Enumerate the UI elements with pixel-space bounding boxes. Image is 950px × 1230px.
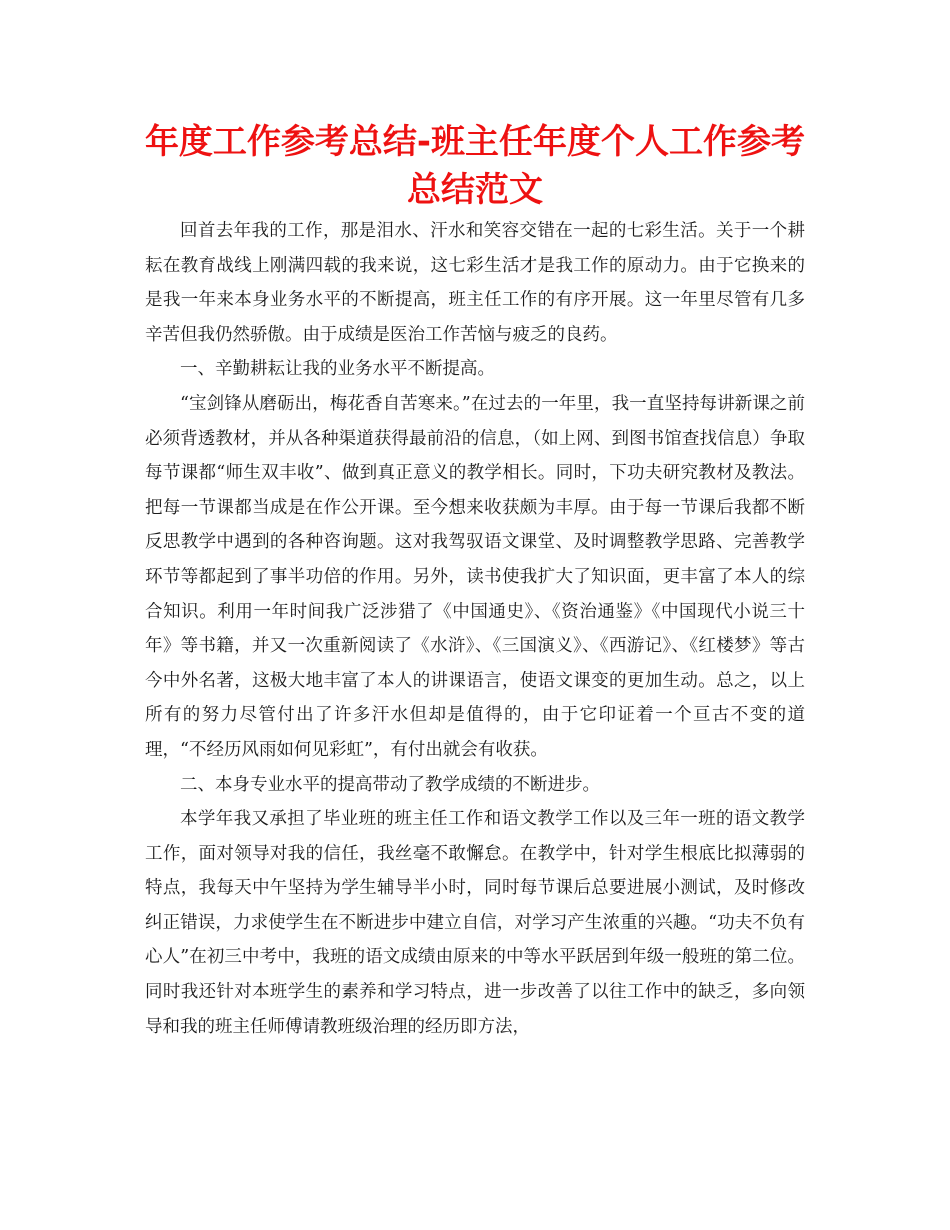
document-body [145, 214, 805, 1044]
paragraph-section-2: 本学年我又承担了毕业班的班主任工作和语文教学工作以及三年一班的语文教学工作，面对领导对我的信任，我丝毫不敢懈怠。在教学中，针对学生根底比拟薄弱的特点，我每天中午坚持为学生辅导半小时，同时每节课后总要进展小测试，及时修改纠正错误，力求使学生在不断进步中建立自信，对学习产生浓重的兴趣。“功夫不负有心人”在初三中考中，我班的语文成绩由原来的中等水平跃居到年级一般班的第二位。同时我还针对本班学生的素养和学习特点，进一步改善了以往工作中的缺乏，多向领导和我的班主任师傅请教班级治理的经历即方法， [145, 809, 805, 1037]
paragraph-section-1: “宝剑锋从磨砺出，梅花香自苦寒来。”在过去的一年里，我一直坚持每讲新课之前必须背透教材，并从各种渠道获得最前沿的信息，（如上网、到图书馆查找信息）争取每节课都“师生双丰收”、做到真正意义的教学相长。同时，下功夫研究教材及教法。把每一节课都当成是在作公开课。至今想来收获颇为丰厚。由于每一节课后我都不断反思教学中遇到的各种咨询题。这对我驾驭语文课堂、及时调整教学思路、完善教学环节等都起到了事半功倍的作用。另外，读书使我扩大了知识面，更丰富了本人的综合知识。利用一年时间我广泛涉猎了《中国通史》、《资治通鉴》《中国现代小说三十年》等书籍，并又一次重新阅读了《水浒》、《三国演义》、《西游记》、《红楼梦》等古今中外名著，这极大地丰富了本人的讲课语言，使语文课变的更加生动。总之，以上所有的努力尽管付出了许多汗水但却是值得的，由于它印证着一个亘古不变的道理，“不经历风雨如何见彩虹”，有付出就会有收获。 [145, 393, 805, 760]
document-title: 年度工作参考总结-班主任年度个人工作参考总结范文 [144, 122, 806, 210]
section-heading-1: 一、辛勤耕耘让我的业务水平不断提高。 [180, 359, 495, 380]
paragraph-intro: 回首去年我的工作，那是泪水、汗水和笑容交错在一起的七彩生活。关于一个耕耘在教育战线上刚满四载的我来说，这七彩生活才是我工作的原动力。由于它换来的是我一年来本身业务水平的不断提高，班主任工作的有序开展。这一年里尽管有几多辛苦但我仍然骄傲。由于成绩是医治工作苦恼与疲乏的良药。 [145, 221, 805, 345]
section-heading-2: 二、本身专业水平的提高带动了教学成绩的不断进步。 [180, 774, 600, 795]
